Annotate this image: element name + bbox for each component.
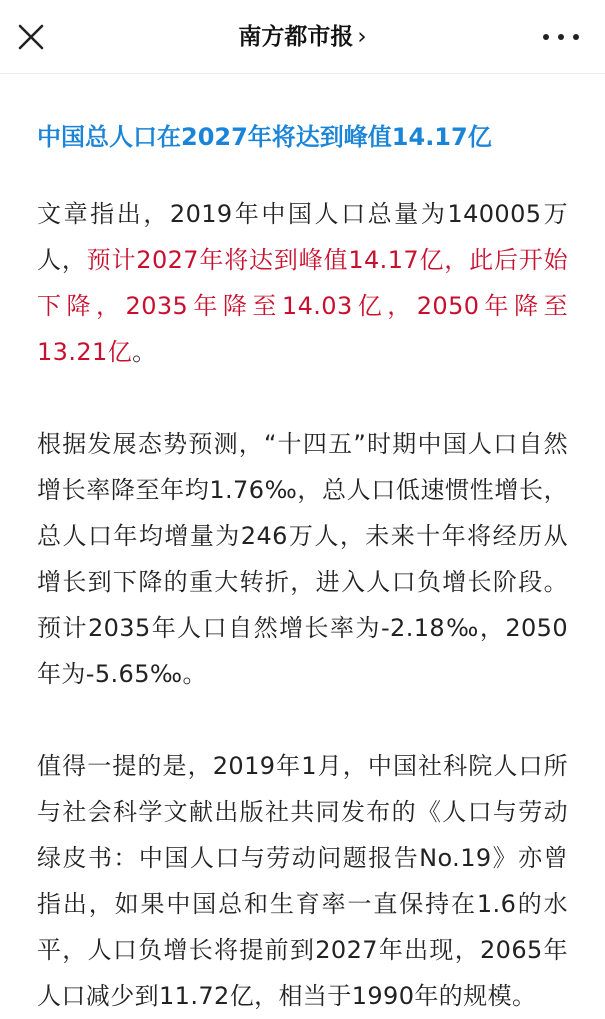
- paragraph-1-end: 。: [132, 338, 157, 366]
- article-body: [0, 120, 605, 1019]
- chevron-right-icon: ›: [357, 24, 367, 50]
- article-headline: 中国总人口在2027年将达到峰值14.17亿: [37, 123, 492, 151]
- paragraph-3: 值得一提的是，2019年1月，中国社科院人口所与社会科学文献出版社共同发布的《人口与劳动绿皮书：中国人口与劳动问题报告No.19》亦曾指出，如果中国总和生育率一直保持在1.6的水平，人口负增长将提前到2027年出现，2065年人口减少到11.72亿，相当于1990年的规模。: [37, 752, 568, 1010]
- account-name: 南方都市报: [238, 24, 354, 50]
- paragraph-2: 根据发展态势预测，“十四五”时期中国人口自然增长率降至年均1.76‰，总人口低速惯性增长，总人口年均增量为246万人，未来十年将经历从增长到下降的重大转折，进入人口负增长阶段。预计2035年人口自然增长率为-2.18‰，2050年为-5.65‰。: [37, 430, 568, 688]
- paragraph-1-highlight: 预计2027年将达到峰值14.17亿，此后开始下降，2035年降至14.03亿，2050年降至13.21亿: [37, 246, 568, 366]
- account-title-link[interactable]: [0, 20, 605, 54]
- paragraph-1: [37, 191, 568, 375]
- more-horizontal-icon[interactable]: [543, 34, 581, 42]
- nav-bar: [0, 0, 605, 74]
- paragraph-1-text: 文章指出，2019年中国人口总量为140005万人，: [37, 200, 568, 274]
